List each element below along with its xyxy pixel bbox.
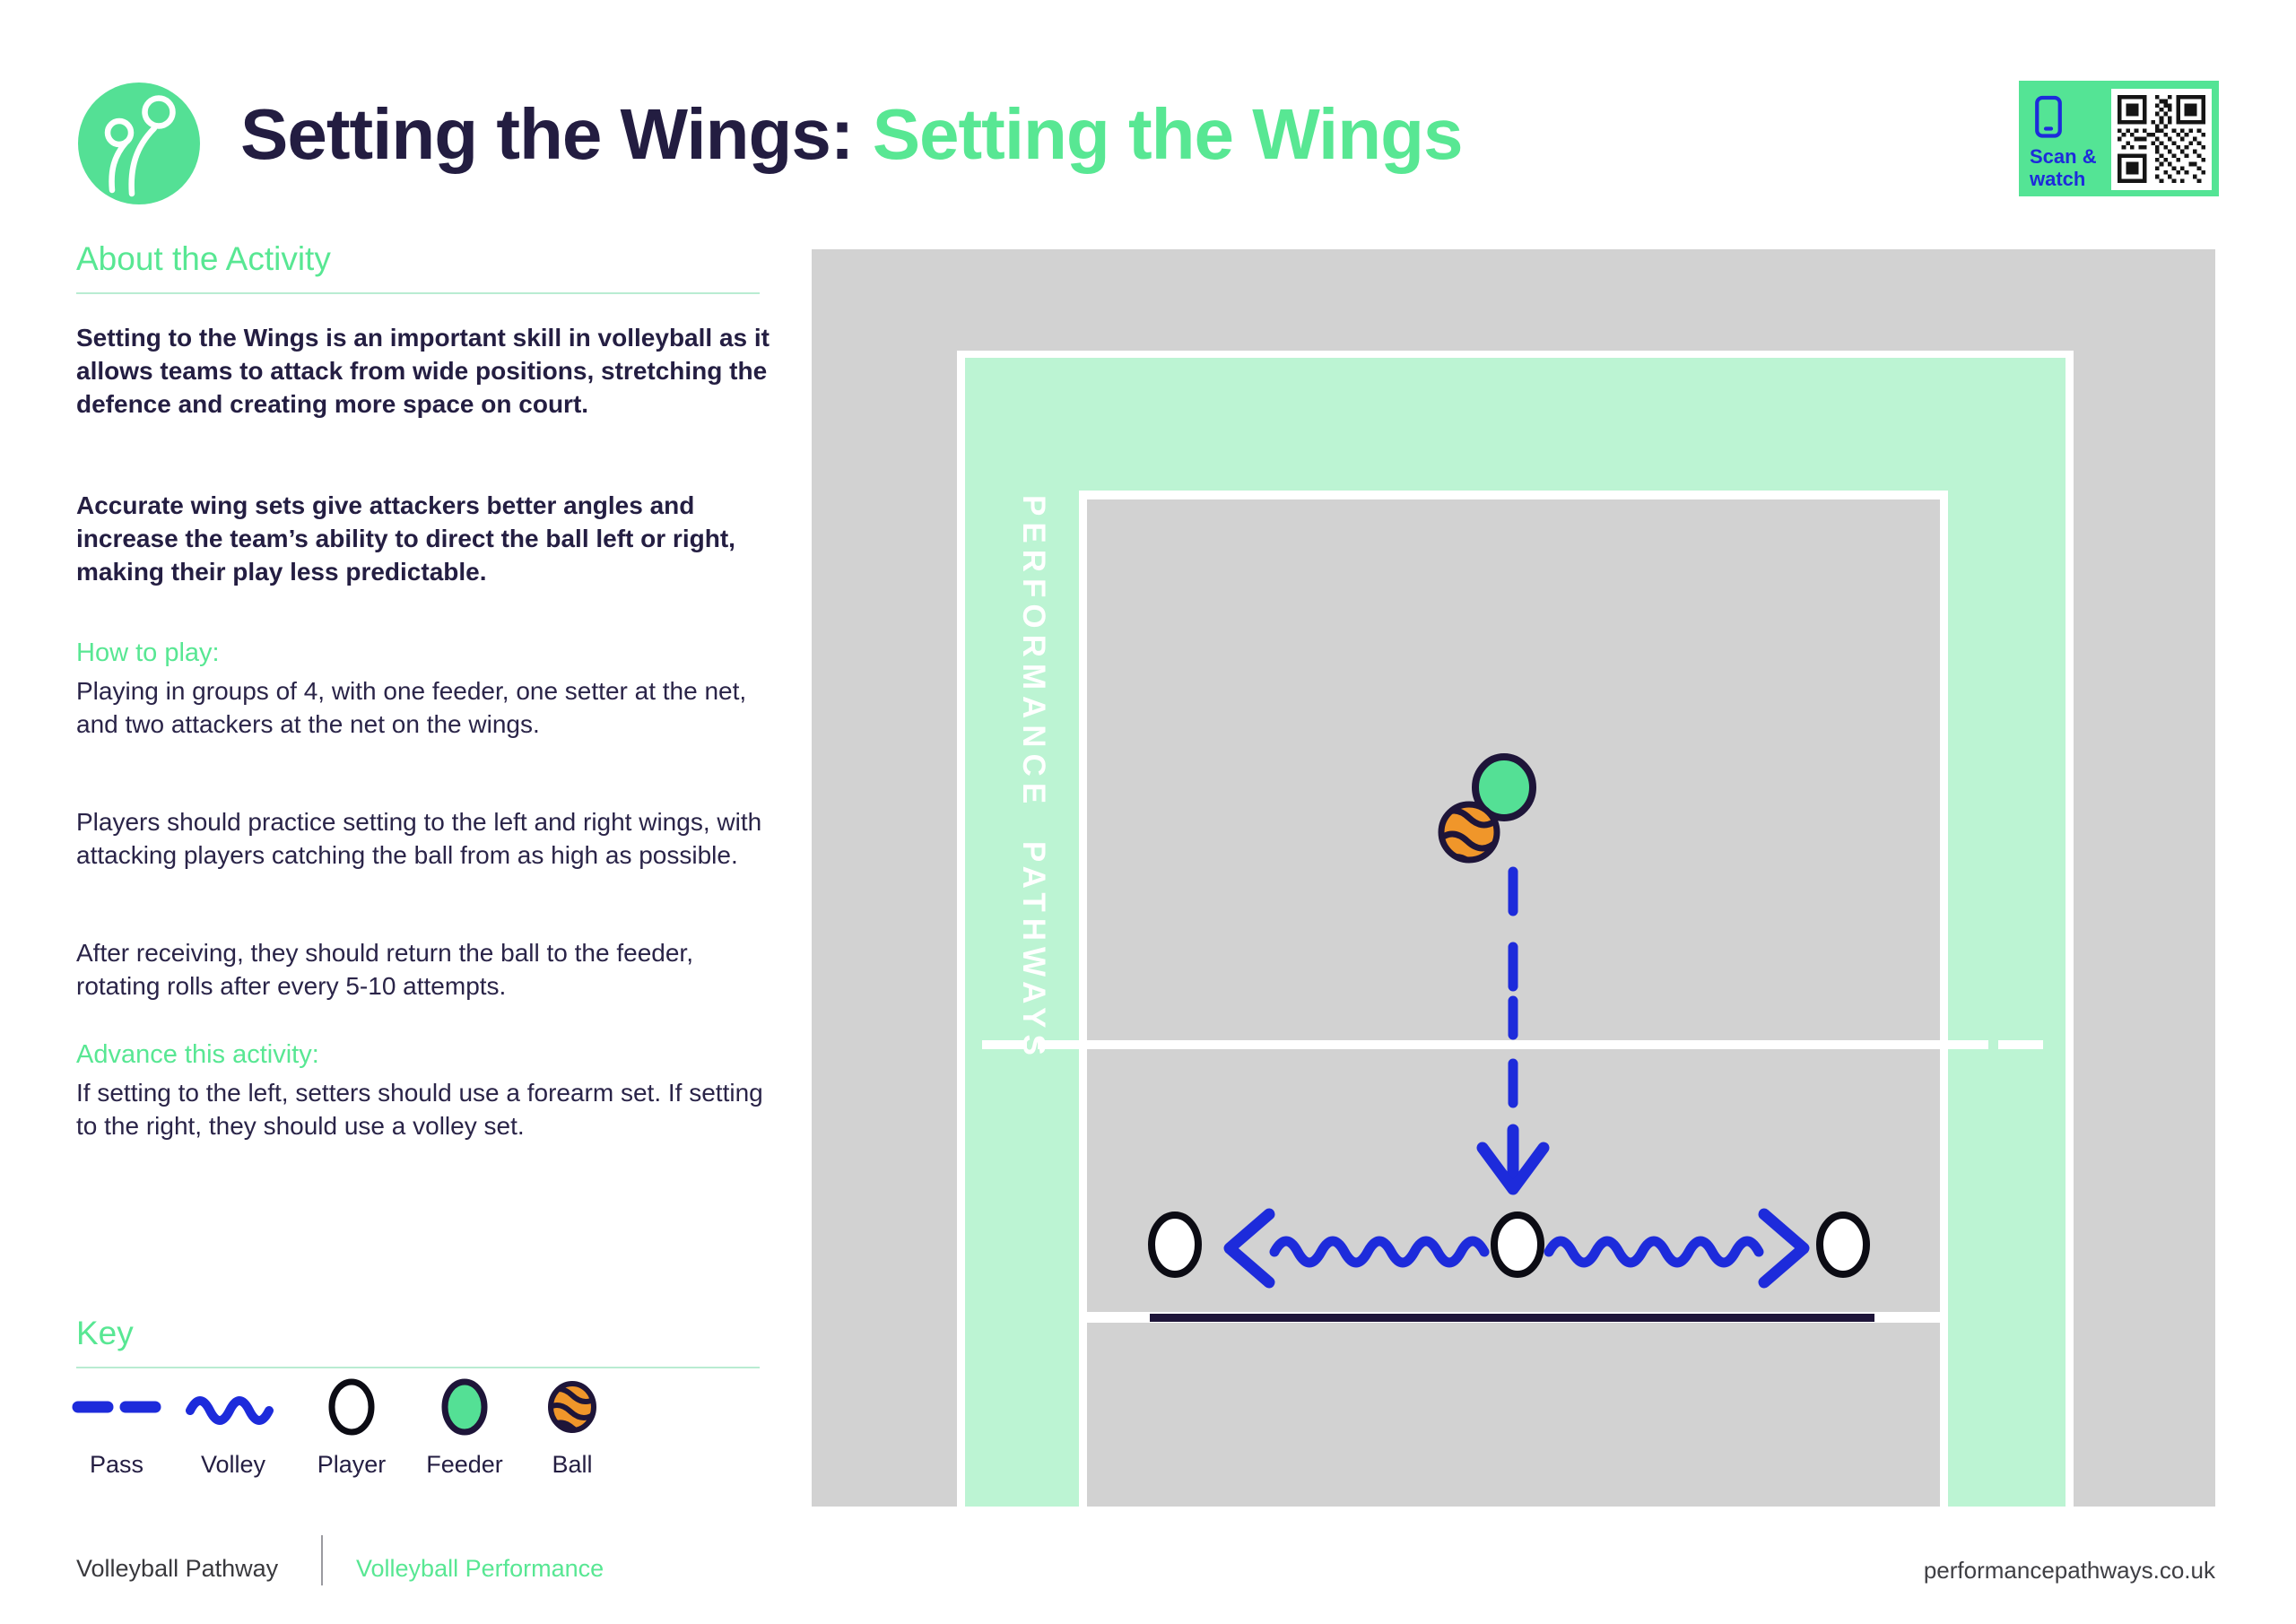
pass-dash-icon [70, 1374, 163, 1440]
key-item-volley [179, 1374, 287, 1479]
about-paragraph-1: Setting to the Wings is an important skill in volleyball as it allows teams to attack from wide positions, stretching the defence and creating more space on court. [76, 324, 770, 418]
player-wing-left [1152, 1215, 1198, 1274]
key-label-feeder: Feeder [426, 1451, 503, 1478]
key-heading: Key [76, 1315, 134, 1351]
footer-performance-label: Volleyball Performance [356, 1555, 604, 1582]
how-paragraph-3: After receiving, they should return the ball to the feeder, rotating rolls after every 5-10 attempts. [76, 939, 693, 1000]
key-label-pass: Pass [89, 1451, 144, 1478]
page-title [240, 93, 1463, 176]
key-item-pass [63, 1374, 170, 1479]
key-item-player [298, 1374, 405, 1479]
key-label-player: Player [317, 1451, 387, 1478]
about-heading: About the Activity [76, 240, 331, 277]
player-circle-icon [324, 1374, 379, 1440]
setter-figure-icon [78, 83, 200, 204]
how-paragraph-2: Players should practice setting to the left and right wings, with attacking players catching the ball from as high as possible. [76, 808, 762, 869]
player-setter [1494, 1215, 1541, 1274]
phone-icon [2033, 94, 2064, 143]
key-item-ball [518, 1374, 626, 1479]
key-label-ball: Ball [552, 1451, 593, 1478]
footer-divider [321, 1535, 323, 1585]
footer-pathway-label: Volleyball Pathway [76, 1555, 279, 1582]
feeder-circle-icon [437, 1374, 492, 1440]
key-rule [76, 1367, 760, 1368]
title-highlight: Setting the Wings [872, 94, 1463, 174]
qr-code [2111, 89, 2212, 190]
scan-watch-label: Scan & watch [2030, 145, 2097, 190]
ball-icon [544, 1374, 601, 1440]
footer-website-url: performancepathways.co.uk [1923, 1557, 2215, 1584]
key-item-feeder [411, 1374, 518, 1479]
how-paragraph-1: Playing in groups of 4, with one feeder, one setter at the net, and two attackers at the net on the wings. [76, 677, 747, 738]
centre-line [982, 1040, 2043, 1049]
player-wing-right [1820, 1215, 1866, 1274]
net [1087, 1312, 1940, 1323]
advance-paragraph: If setting to the left, setters should use a forearm set. If setting to the right, they should use a volley set. [76, 1079, 763, 1140]
qr-code-pattern [2118, 95, 2205, 183]
volleyball-player-icon [78, 83, 200, 204]
performance-pathways-watermark: PERFORMANCE PATHWAYS [1016, 495, 1051, 1062]
title-prefix: Setting the Wings: [240, 94, 854, 174]
about-paragraph-2: Accurate wing sets give attackers better angles and increase the team’s ability to direct the ball left or right, making their play less predictable. [76, 491, 735, 586]
key-label-volley: Volley [200, 1451, 266, 1478]
volley-wave-icon [183, 1374, 283, 1440]
how-to-play-heading: How to play: [76, 638, 220, 667]
about-rule [76, 292, 760, 294]
advance-heading: Advance this activity: [76, 1040, 319, 1069]
scan-watch-panel [2019, 81, 2219, 196]
